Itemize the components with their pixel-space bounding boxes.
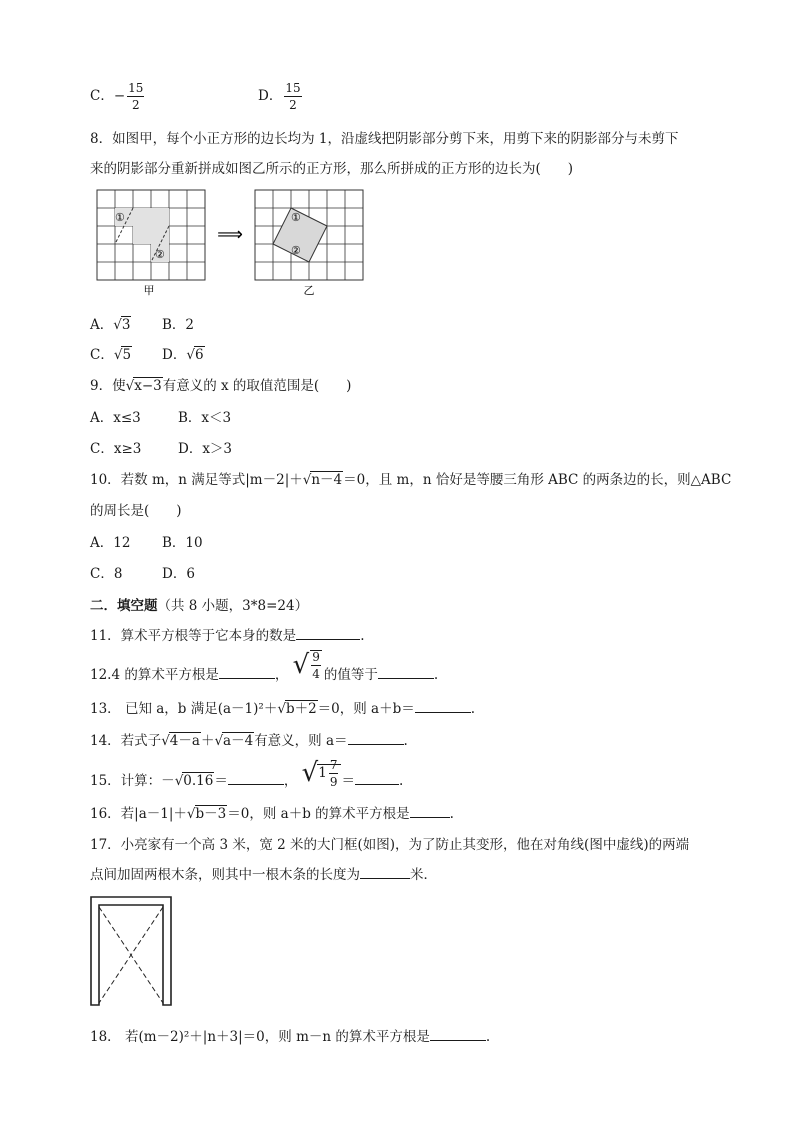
q15: 15．计算：－√0.16＝ ， √1 $\frac{7}{9}$ ＝ . — [90, 757, 404, 789]
q7-option-d: D． $\frac{15}{2}$ — [258, 81, 301, 112]
grid-yi — [255, 190, 363, 280]
q10-options-cd: C．8 D．6 — [90, 566, 195, 582]
q9-options-cd: C．x≥3 D．x＞3 — [90, 441, 233, 457]
q7-options — [90, 81, 301, 112]
answer-blank[interactable] — [415, 712, 471, 713]
q8-options-cd: C．√5 D．√6 — [90, 347, 204, 363]
caption-jia: 甲 — [143, 284, 155, 297]
q18: 18． 若(m－2)²＋|n＋3|＝0，则 m－n 的算术平方根是 . — [90, 1029, 491, 1045]
fraction: $\frac{15}{2}$ — [128, 81, 144, 112]
sqrt: √a－4 — [214, 733, 254, 749]
q12: 12.4 的算术平方根是 ， √ $\frac{9}{4}$ 的值等于 . — [90, 650, 439, 683]
q8-options-ab: A．√3 B．2 — [90, 317, 195, 333]
answer-blank[interactable] — [360, 878, 410, 879]
q9-options-ab: A．x≤3 B．x＜3 — [90, 410, 232, 426]
sqrt: √x−3 — [125, 378, 162, 394]
q16: 16．若|a－1|＋√b－3＝0，则 a＋b 的算术平方根是 . — [90, 802, 454, 822]
answer-blank[interactable] — [219, 678, 275, 679]
answer-blank[interactable] — [430, 1040, 486, 1041]
q14: 14．若式子√4－a＋√a－4有意义，则 a＝ . — [90, 729, 408, 749]
q8-stem-line2: 来的阴影部分重新拼成如图乙所示的正方形，那么所拼成的正方形的边长为( ) — [90, 161, 574, 177]
answer-blank[interactable] — [348, 744, 404, 745]
answer-blank[interactable] — [410, 817, 450, 818]
sqrt: √n－4 — [302, 472, 343, 488]
q17-stem-line2: 点间加固两根木条，则其中一根木条的长度为 米． — [90, 867, 437, 883]
answer-blank[interactable] — [296, 639, 360, 640]
mark-1-jia: ① — [115, 211, 125, 224]
mark-1-yi: ① — [291, 211, 301, 224]
q10-options-ab: A．12 B．10 — [90, 535, 203, 551]
caption-yi: 乙 — [303, 284, 315, 297]
q17-stem-line1: 17．小亮家有一个高 3 米，宽 2 米的大门框(如图)，为了防止其变形，他在对角线(图中虚线)的两端 — [90, 837, 690, 853]
q8-figure — [95, 188, 365, 298]
sqrt: √5 — [113, 347, 132, 363]
sqrt: √b－3 — [186, 806, 227, 822]
arrow-icon: ⟹ — [217, 224, 243, 245]
q9-stem: 9．使√x−3有意义的 x 的取值范围是( ) — [90, 378, 352, 394]
sqrt: √b＋2 — [277, 701, 317, 717]
sqrt: √3 — [113, 317, 131, 333]
answer-blank[interactable] — [355, 784, 399, 785]
sqrt: √4－a — [161, 733, 200, 749]
q10-stem-line2: 的周长是( ) — [90, 503, 182, 519]
sqrt-mixed-number: √1 $\frac{7}{9}$ — [302, 758, 342, 788]
q13: 13． 已知 a，b 满足(a－1)²＋√b＋2＝0，则 a＋b＝ . — [90, 697, 475, 717]
fraction: $\frac{15}{2}$ — [285, 81, 301, 112]
door-frame-figure — [89, 895, 173, 1007]
grid-jia — [97, 190, 205, 280]
sqrt-fraction: √ $\frac{9}{4}$ — [292, 650, 320, 681]
answer-blank[interactable] — [228, 784, 284, 785]
q8-stem-line1: 8．如图甲，每个小正方形的边长均为 1，沿虚线把阴影部分剪下来，用剪下来的阴影部分与未剪下 — [90, 131, 679, 147]
answer-blank[interactable] — [378, 678, 434, 679]
sqrt: √6 — [186, 347, 204, 363]
q10-stem-line1: 10．若数 m，n 满足等式|m－2|＋√n－4＝0，且 m，n 恰好是等腰三角形 ABC 的两条边的长，则△ABC — [90, 468, 731, 488]
q7-option-c: C．− $\frac{15}{2}$ — [90, 81, 144, 112]
mark-2-yi: ② — [291, 244, 301, 257]
q11: 11．算术平方根等于它本身的数是 . — [90, 628, 365, 644]
section-heading: 二．填空题（共 8 小题，3*8=24） — [90, 598, 309, 614]
mark-2-jia: ② — [155, 248, 165, 261]
sqrt: √0.16 — [174, 772, 214, 789]
